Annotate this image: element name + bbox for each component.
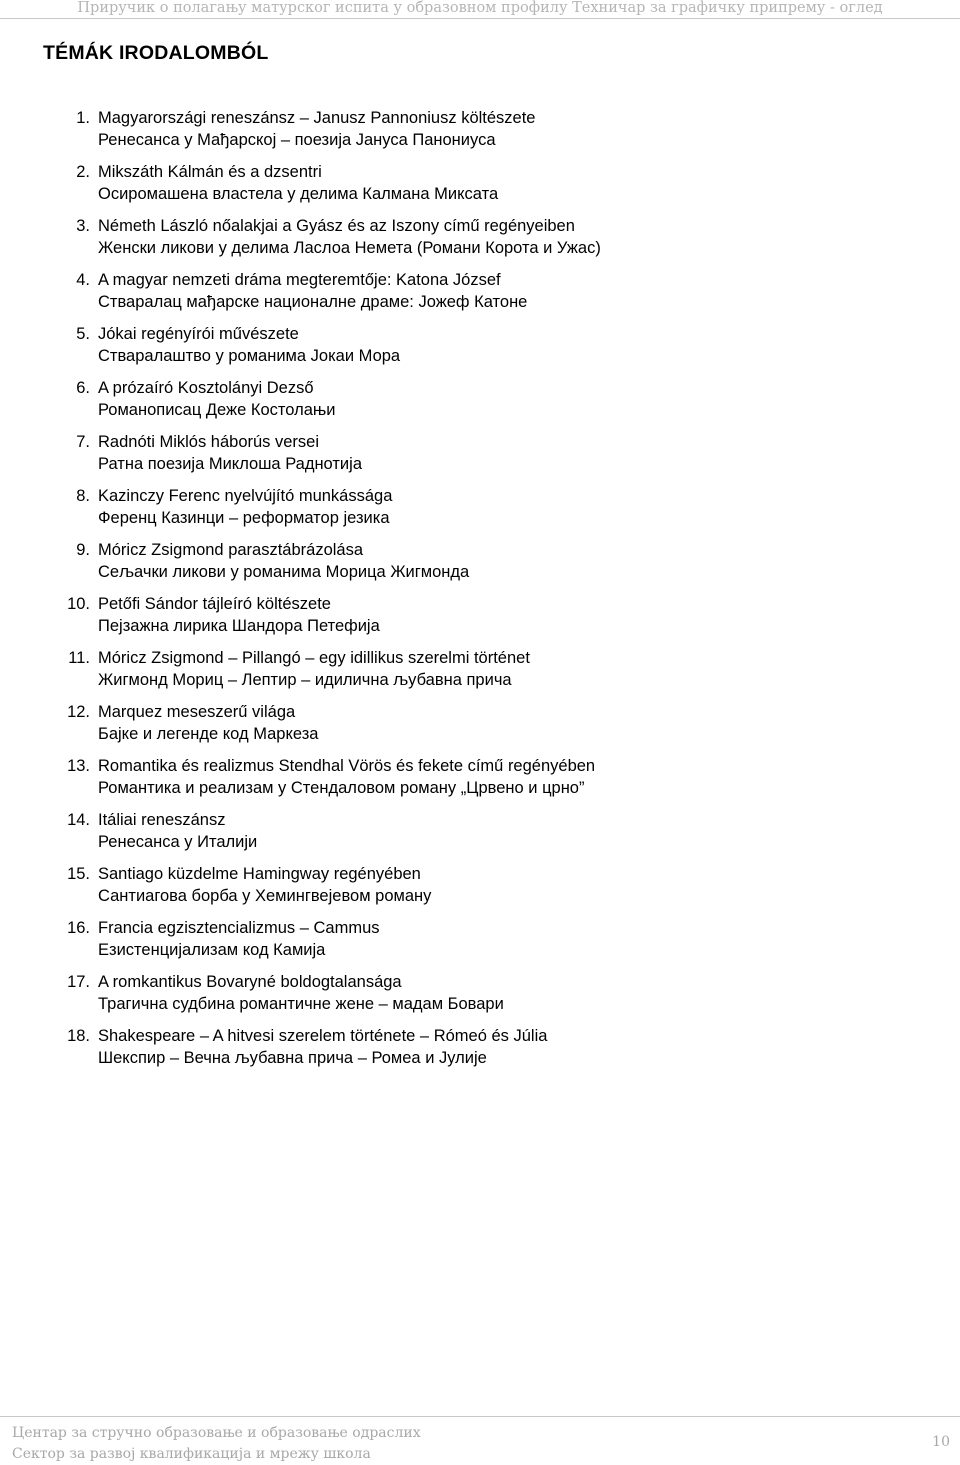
topic-number: 10. [67,595,90,613]
topic-title-serbian: Ратна поезија Миклоша Раднотија [98,454,362,473]
topic-title-serbian: Стваралац мађарске националне драме: Јожеф Катоне [98,292,528,311]
list-item-topic-18 [60,1026,920,1069]
topic-title-hungarian: Petőfi Sándor tájleíró költészete [98,595,331,613]
running-header-text: Приручик о полагању матурског испита у образовном профилу Техничар за графичку припрему - оглед [77,0,883,16]
topic-title-serbian: Ренесанса у Италији [98,832,258,851]
topic-number: 17. [67,973,90,991]
list-item-topic-5 [60,324,920,367]
topic-number: 9. [76,541,90,559]
topic-title-hungarian: Francia egzisztencializmus – Cammus [98,919,380,937]
topic-title-hungarian: Jókai regényírói művészete [98,325,299,343]
list-item-topic-10 [60,594,920,637]
topic-title-hungarian: Marquez meseszerű világa [98,703,296,721]
topic-number: 7. [76,433,90,451]
topic-number: 2. [76,163,90,181]
list-item-topic-8 [60,486,920,529]
topic-title-hungarian: Móricz Zsigmond parasztábrázolása [98,541,364,559]
list-item-topic-2 [60,162,920,205]
topic-title-hungarian: Magyarországi reneszánsz – Janusz Pannoniusz költészete [98,109,536,127]
topic-number: 16. [67,919,90,937]
list-item-topic-12 [60,702,920,745]
topic-title-hungarian: Shakespeare – A hitvesi szerelem története – Rómeó és Júlia [98,1027,548,1045]
topic-number: 13. [67,757,90,775]
topic-title-serbian: Стваралаштво у романима Јокаи Мора [98,346,401,365]
topic-title-hungarian: Santiago küzdelme Hamingway regényében [98,865,421,883]
header-divider [0,18,960,19]
topic-title-hungarian: Mikszáth Kálmán és a dzsentri [98,163,322,181]
topic-title-hungarian: Radnóti Miklós háborús versei [98,433,320,451]
topic-title-hungarian: A magyar nemzeti dráma megteremtője: Katona József [98,271,501,289]
topic-title-hungarian: Romantika és realizmus Stendhal Vörös és fekete című regényében [98,757,596,775]
topic-list [60,108,920,1080]
topic-number: 3. [76,217,90,235]
topic-title-serbian: Жигмонд Мориц – Лептир – идилична љубавна прича [98,670,512,689]
list-item-topic-15 [60,864,920,907]
topic-title-serbian: Трагична судбина романтичне жене – мадам Бовари [98,994,504,1013]
footer-line-sector: Сектор за развој квалификација и мрежу школа [12,1446,371,1462]
topic-number: 4. [76,271,90,289]
topic-title-serbian: Шекспир – Вечна љубавна прича – Ромеа и Јулије [98,1048,487,1067]
topic-number: 8. [76,487,90,505]
topic-title-hungarian: Németh László nőalakjai a Gyász és az Iszony című regényeiben [98,217,575,235]
topic-title-hungarian: A romkantikus Bovaryné boldogtalansága [98,973,402,991]
page-title: TÉMÁK IRODALOMBÓL [43,42,269,64]
list-item-topic-4 [60,270,920,313]
topic-title-hungarian: Móricz Zsigmond – Pillangó – egy idillikus szerelmi történet [98,649,530,667]
topic-number: 1. [76,109,90,127]
list-item-topic-14 [60,810,920,853]
topic-number: 11. [68,649,90,667]
topic-title-serbian: Ференц Казинци – реформатор језика [98,508,390,527]
list-item-topic-17 [60,972,920,1015]
topic-title-hungarian: Kazinczy Ferenc nyelvújító munkássága [98,487,393,505]
list-item-topic-7 [60,432,920,475]
page-number: 10 [932,1434,950,1450]
topic-number: 5. [76,325,90,343]
list-item-topic-16 [60,918,920,961]
topic-number: 18. [67,1027,90,1045]
list-item-topic-1 [60,108,920,151]
footer-institution [12,1423,421,1465]
topic-number: 6. [76,379,90,397]
topic-title-serbian: Сантиагова борба у Хемингвејевом роману [98,886,432,905]
list-item-topic-6 [60,378,920,421]
topic-title-serbian: Осиромашена властела у делима Калмана Миксата [98,184,499,203]
topic-number: 12. [67,703,90,721]
footer-divider [0,1416,960,1417]
topic-title-serbian: Пејзажна лирика Шандора Петефија [98,616,380,635]
list-item-topic-9 [60,540,920,583]
topic-number: 14. [67,811,90,829]
list-item-topic-11 [60,648,920,691]
topic-title-serbian: Бајке и легенде код Маркеза [98,724,319,743]
topic-title-serbian: Романтика и реализам у Стендаловом роману „Црвено и црно” [98,778,585,797]
topic-title-serbian: Езистенцијализам код Камија [98,940,326,959]
topic-number: 15. [67,865,90,883]
topic-title-serbian: Ренесанса у Мађарској – поезија Јануса Панониуса [98,130,496,149]
topic-title-serbian: Женски ликови у делима Ласлоа Немета (Романи Корота и Ужас) [98,238,601,257]
list-item-topic-3 [60,216,920,259]
topic-title-hungarian: Itáliai reneszánsz [98,811,226,829]
topic-title-hungarian: A prózaíró Kosztolányi Dezső [98,379,314,397]
list-item-topic-13 [60,756,920,799]
topic-title-serbian: Романописац Деже Костолањи [98,400,336,419]
topic-title-serbian: Сељачки ликови у романима Морица Жигмонда [98,562,470,581]
footer-line-center: Центар за стручно образовање и образовање одраслих [12,1425,421,1441]
